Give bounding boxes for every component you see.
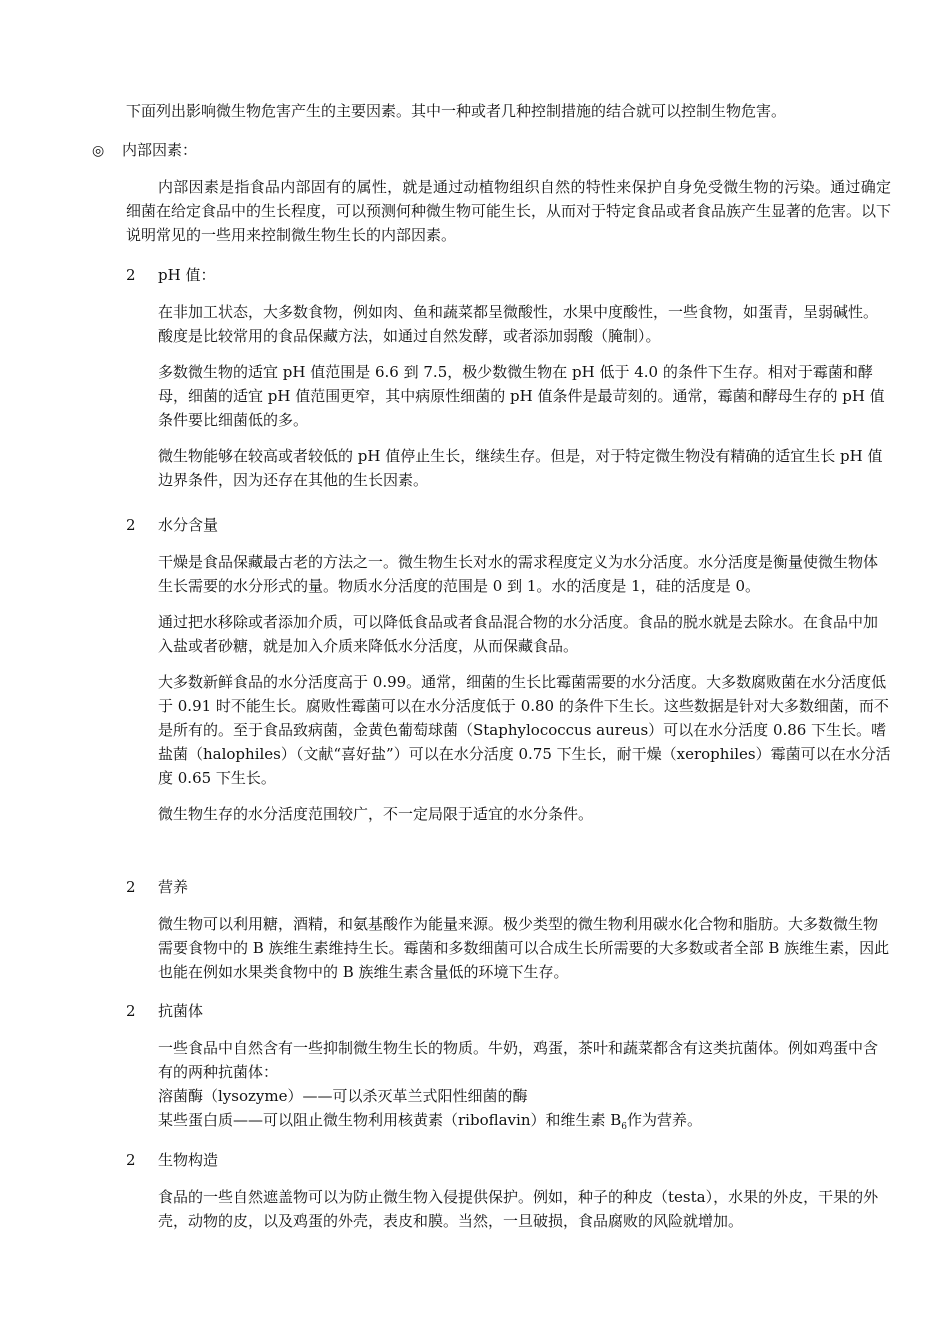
paragraph-text: 作为营养。 (627, 1111, 703, 1129)
item-body-structure (158, 1185, 891, 1245)
item-title: pH 值： (158, 266, 216, 284)
item-heading-ph (126, 263, 215, 287)
item-title: 抗菌体 (158, 1002, 204, 1020)
paragraph (158, 1108, 891, 1132)
section-heading (92, 138, 197, 163)
bullseye-icon: ◎ (92, 143, 105, 159)
intro-paragraph: 下面列出影响微生物危害产生的主要因素。其中一种或者几种控制措施的结合就可以控制生物危害。 (126, 102, 787, 120)
item-title: 营养 (158, 878, 189, 896)
item-number: 2 (126, 516, 136, 534)
item-number: 2 (126, 1151, 136, 1169)
paragraph: 干燥是食品保藏最古老的方法之一。微生物生长对水的需求程度定义为水分活度。水分活度是衡量使微生物体生长需要的水分形式的量。物质水分活度的范围是 0 到 1。水的活度是 1，硅的活度是 0。 (158, 553, 879, 595)
item-title: 生物构造 (158, 1151, 219, 1169)
item-body-nutrition (158, 912, 891, 996)
paragraph: 一些食品中自然含有一些抑制微生物生长的物质。牛奶，鸡蛋，茶叶和蔬菜都含有这类抗菌体。例如鸡蛋中含有的两种抗菌体： (158, 1039, 879, 1081)
item-heading-nutrition (126, 875, 188, 899)
paragraph: 食品的一些自然遮盖物可以为防止微生物入侵提供保护。例如，种子的种皮（testa），水果的外皮，干果的外壳，动物的皮，以及鸡蛋的外壳，表皮和膜。当然，一旦破损，食品腐败的风险就增加。 (158, 1188, 879, 1230)
item-number: 2 (126, 1002, 136, 1020)
item-heading-antimicrobial (126, 999, 203, 1023)
item-number: 2 (126, 266, 136, 284)
paragraph: 溶菌酶（lysozyme）——可以杀灭革兰式阳性细菌的酶 (158, 1087, 528, 1105)
paragraph: 通过把水移除或者添加介质，可以降低食品或者食品混合物的水分活度。食品的脱水就是去除水。在食品中加入盐或者砂糖，就是加入介质来降低水分活度，从而保藏食品。 (158, 613, 879, 655)
section-body-text: 内部因素是指食品内部固有的属性，就是通过动植物组织自然的特性来保护自身免受微生物的污染。通过确定细菌在给定食品中的生长程度，可以预测何种微生物可能生长，从而对于特定食品或者食品族产生显著的危害。以下说明常见的一些用来控制微生物生长的内部因素。 (126, 178, 892, 244)
paragraph: 多数微生物的适宜 pH 值范围是 6.6 到 7.5，极少数微生物在 pH 低于 4.0 的条件下生存。相对于霉菌和酵母，细菌的适宜 pH 值范围更窄，其中病原性细菌的 pH 值条件是最苛刻的。通常，霉菌和酵母生存的 pH 值条件要比细菌低的多。 (158, 363, 885, 429)
paragraph: 微生物可以利用糖，酒精，和氨基酸作为能量来源。极少类型的微生物利用碳水化合物和脂肪。大多数微生物需要食物中的 B 族维生素维持生长。霉菌和多数细菌可以合成生长所需要的大多数或者全部 B 族维生素，因此也能在例如水果类食物中的 B 族维生素含量低的环境下生存。 (158, 915, 890, 981)
item-body-ph (158, 300, 891, 504)
paragraph: 微生物生存的水分活度范围较广，不一定局限于适宜的水分条件。 (158, 805, 594, 823)
paragraph: 在非加工状态，大多数食物，例如肉、鱼和蔬菜都呈微酸性，水果中度酸性，一些食物，如蛋青，呈弱碱性。酸度是比较常用的食品保藏方法，如通过自然发酵，或者添加弱酸（腌制）。 (158, 303, 879, 345)
item-number: 2 (126, 878, 136, 896)
paragraph: 微生物能够在较高或者较低的 pH 值停止生长，继续生存。但是，对于特定微生物没有精确的适宜生长 pH 值边界条件，因为还存在其他的生长因素。 (158, 447, 883, 489)
subscript: 6 (621, 1122, 628, 1132)
item-body-antimicrobial (158, 1036, 891, 1132)
item-heading-structure (126, 1148, 218, 1172)
item-body-water (158, 550, 891, 838)
section-title: 内部因素： (122, 141, 198, 159)
paragraph: 大多数新鲜食品的水分活度高于 0.99。通常，细菌的生长比霉菌需要的水分活度。大多数腐败菌在水分活度低于 0.91 时不能生长。腐败性霉菌可以在水分活度低于 0.80 的条件下生长。这些数据是针对大多数细菌，而不是所有的。至于食品致病菌，金黄色葡萄球菌（Staphylococcus aureus）可以在水分活度 0.86 下生长。嗜盐菌（halophiles）（文献“喜好盐”）可以在水分活度 0.75 下生长，耐干燥（xerophiles）霉菌可以在水分活度 0.65 下生长。 (158, 673, 891, 787)
item-heading-water (126, 513, 218, 537)
paragraph-text: 某些蛋白质——可以阻止微生物利用核黄素（riboflavin）和维生素 B (158, 1111, 622, 1129)
item-title: 水分含量 (158, 516, 219, 534)
section-body (126, 175, 891, 247)
